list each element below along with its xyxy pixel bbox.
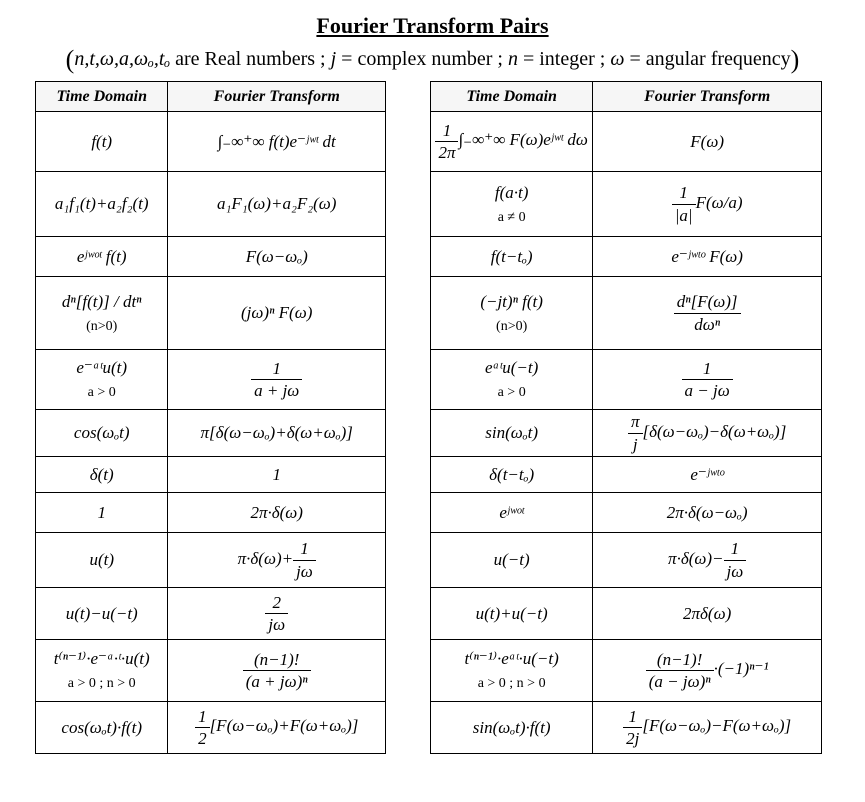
left-ft-expression: a₁F₁(ω)+a₂F₂(ω) <box>216 194 337 214</box>
left-fourier-transform-cell <box>168 350 386 410</box>
right-ft-fraction <box>724 538 747 582</box>
right-time-domain-cell <box>431 410 593 457</box>
left-table-row <box>36 702 386 754</box>
right-time-domain-cell <box>431 457 593 493</box>
left-ft-expression: π[δ(ω−ωₒ)+δ(ω+ωₒ)] <box>200 423 353 443</box>
left-table-row <box>36 350 386 410</box>
left-ft-denominator: jω <box>268 615 286 634</box>
left-fourier-transform-cell <box>168 588 386 640</box>
right-table-row <box>431 350 822 410</box>
right-ft-fraction <box>646 649 714 693</box>
page-title: Fourier Transform Pairs <box>316 13 549 38</box>
left-time-expression: δ(t) <box>89 464 114 484</box>
left-time-domain-cell <box>36 277 168 350</box>
left-ft-expression: F(ω−ωₒ) <box>245 246 308 266</box>
right-fourier-transform-cell <box>593 112 822 172</box>
right-time-expression: sin(ωₒt)·f(t) <box>472 717 551 737</box>
right-ft-numerator: (n−1)! <box>646 649 714 671</box>
left-ft-denominator: 2 <box>198 729 207 748</box>
left-fourier-transform-cell <box>168 640 386 702</box>
subtitle-part-2: = complex number ; <box>336 48 508 70</box>
left-fourier-transform-header: Fourier Transform <box>168 82 386 112</box>
right-time-domain-cell <box>431 237 593 277</box>
left-ft-fraction <box>195 706 210 750</box>
left-table-row <box>36 410 386 457</box>
subtitle-part-3: = integer ; <box>517 48 611 70</box>
left-time-expression: u(t) <box>89 550 114 570</box>
left-table-body <box>36 112 386 754</box>
right-time-domain-cell <box>431 533 593 588</box>
right-ft-denominator: |a| <box>674 205 693 225</box>
right-time-numerator: 1 <box>435 120 458 142</box>
left-fourier-transform-cell <box>168 277 386 350</box>
subtitle-n: n <box>507 48 518 70</box>
left-table-row <box>36 112 386 172</box>
left-ft-prefix: π·δ(ω)+ <box>237 548 294 568</box>
right-table-row <box>431 277 822 350</box>
right-time-expression: sin(ωₒt) <box>485 423 539 443</box>
right-fourier-transform-cell <box>593 533 822 588</box>
right-time-fraction <box>435 120 458 164</box>
left-time-domain-cell <box>36 702 168 754</box>
subtitle-close-paren: ) <box>790 45 800 74</box>
right-ft-prefix: π·δ(ω)− <box>668 548 724 568</box>
right-time-domain-cell <box>431 172 593 237</box>
right-ft-suffix: [F(ω−ωₒ)−F(ω+ωₒ)] <box>642 716 792 736</box>
left-time-expression: e⁻ᵃᵗu(t) <box>76 358 128 378</box>
right-fourier-transform-cell <box>593 588 822 640</box>
left-fourier-transform-cell <box>168 237 386 277</box>
right-time-expression: f(a·t) <box>494 182 529 202</box>
right-fourier-transform-cell <box>593 493 822 533</box>
right-time-condition: a ≠ 0 <box>497 209 526 225</box>
left-fourier-transform-cell <box>168 702 386 754</box>
left-transform-table <box>35 81 386 754</box>
right-table-row <box>431 112 822 172</box>
left-time-domain-cell <box>36 350 168 410</box>
left-table-row <box>36 640 386 702</box>
right-fourier-transform-cell <box>593 702 822 754</box>
left-ft-expression <box>195 706 359 748</box>
subtitle-j: j <box>330 48 337 70</box>
left-ft-numerator: (n−1)! <box>243 649 311 671</box>
right-ft-suffix: ·(−1)ⁿ⁻¹ <box>713 659 769 679</box>
right-ft-suffix: F(ω/a) <box>695 192 743 212</box>
right-time-domain-cell <box>431 640 593 702</box>
right-table-row <box>431 640 822 702</box>
right-time-expression: (−jt)ⁿ f(t) <box>480 291 543 311</box>
right-fourier-transform-cell <box>593 277 822 350</box>
right-ft-expression <box>674 292 741 334</box>
right-time-domain-cell <box>431 277 593 350</box>
left-time-condition: a > 0 ; n > 0 <box>67 676 136 692</box>
left-table-row <box>36 457 386 493</box>
subtitle-part-4: = angular frequency <box>624 48 791 70</box>
left-table-row <box>36 277 386 350</box>
left-header-row <box>36 82 386 112</box>
left-ft-fraction <box>265 592 288 636</box>
right-fourier-transform-cell <box>593 237 822 277</box>
left-ft-expression <box>243 649 311 691</box>
subtitle-part-1: are Real numbers ; <box>170 48 331 70</box>
subtitle-omega: ω <box>610 48 625 70</box>
left-time-domain-cell <box>36 237 168 277</box>
right-ft-numerator: π <box>628 411 643 433</box>
right-ft-denominator: a − jω <box>684 381 730 400</box>
right-time-expression: u(−t) <box>493 550 530 570</box>
right-fourier-transform-cell <box>593 410 822 457</box>
left-fourier-transform-cell <box>168 457 386 493</box>
right-ft-numerator: 1 <box>724 538 747 560</box>
left-time-domain-header: Time Domain <box>36 82 168 112</box>
right-ft-numerator: 1 <box>682 358 733 380</box>
left-time-domain-cell <box>36 172 168 237</box>
left-ft-numerator: 1 <box>293 538 316 560</box>
right-time-condition: (n>0) <box>496 318 528 334</box>
left-time-domain-cell <box>36 533 168 588</box>
left-fourier-transform-cell <box>168 112 386 172</box>
left-time-condition: (n>0) <box>86 318 118 334</box>
right-time-expression: u(t)+u(−t) <box>475 603 548 623</box>
right-table-body <box>431 112 822 754</box>
right-table-row <box>431 237 822 277</box>
right-ft-fraction <box>674 291 741 335</box>
left-time-expression: cos(ωₒt) <box>73 423 130 443</box>
right-ft-numerator: dⁿ[F(ω)] <box>674 291 741 313</box>
right-table-row <box>431 172 822 237</box>
left-table-row <box>36 172 386 237</box>
right-fourier-transform-cell <box>593 172 822 237</box>
right-ft-denominator: j <box>632 434 638 454</box>
right-ft-denominator: jω <box>726 561 744 581</box>
right-fourier-transform-cell <box>593 350 822 410</box>
right-ft-fraction <box>623 706 642 750</box>
left-ft-fraction <box>243 649 311 693</box>
left-fourier-transform-cell <box>168 410 386 457</box>
left-time-expression: dⁿ[f(t)] / dtⁿ <box>61 291 142 311</box>
right-ft-fraction <box>672 182 696 226</box>
left-ft-expression: ∫₋∞⁺∞ f(t)e⁻ʲʷᵗ dt <box>217 131 336 151</box>
left-ft-denominator: jω <box>296 561 313 581</box>
right-transform-table <box>430 81 822 754</box>
left-table-row <box>36 237 386 277</box>
left-time-domain-cell <box>36 588 168 640</box>
subtitle-open-paren: ( <box>65 45 75 74</box>
left-time-expression: a₁f₁(t)+a₂f₂(t) <box>54 194 149 214</box>
left-time-expression: u(t)−u(−t) <box>65 603 138 623</box>
left-ft-fraction <box>251 358 302 402</box>
right-ft-expression: F(ω) <box>690 131 724 151</box>
subtitle-variables: n,t,ω,a,ωₒ,tₒ <box>74 48 171 70</box>
right-table-row <box>431 410 822 457</box>
right-ft-numerator: 1 <box>623 706 642 728</box>
right-ft-expression <box>628 412 787 454</box>
right-time-expression: eᵃᵗu(−t) <box>485 358 539 378</box>
left-ft-denominator: a + jω <box>254 381 300 400</box>
left-ft-expression: (jω)ⁿ F(ω) <box>241 303 313 323</box>
left-time-domain-cell <box>36 410 168 457</box>
right-time-condition: a > 0 ; n > 0 <box>477 676 546 692</box>
left-ft-numerator: 1 <box>195 706 210 728</box>
left-time-domain-cell <box>36 493 168 533</box>
left-ft-fraction <box>293 538 316 582</box>
right-time-expression: f(t−tₒ) <box>490 246 533 266</box>
right-fourier-transform-cell <box>593 640 822 702</box>
right-fourier-transform-cell <box>593 457 822 493</box>
right-ft-expression <box>623 706 792 748</box>
left-fourier-transform-cell <box>168 533 386 588</box>
right-table-row <box>431 588 822 640</box>
left-table-row <box>36 493 386 533</box>
right-ft-suffix: [δ(ω−ωₒ)−δ(ω+ωₒ)] <box>642 421 787 441</box>
right-time-expression: δ(t−tₒ) <box>489 464 535 484</box>
right-table-row <box>431 493 822 533</box>
right-time-domain-cell <box>431 350 593 410</box>
left-table-row <box>36 588 386 640</box>
right-time-denominator: 2π <box>438 143 456 162</box>
right-ft-expression <box>646 649 769 691</box>
right-ft-denominator: (a − jω)ⁿ <box>648 672 711 691</box>
left-time-expression: 1 <box>97 502 106 522</box>
right-time-domain-cell <box>431 112 593 172</box>
right-ft-numerator: 1 <box>672 182 696 204</box>
left-ft-numerator: 1 <box>251 358 302 380</box>
left-ft-expression: 1 <box>272 464 281 484</box>
right-time-domain-cell <box>431 588 593 640</box>
left-ft-numerator: 2 <box>265 592 288 614</box>
right-table-row <box>431 702 822 754</box>
left-time-condition: a > 0 <box>87 385 116 401</box>
left-table-row <box>36 533 386 588</box>
right-table-row <box>431 533 822 588</box>
left-ft-expression: 2π·δ(ω) <box>250 502 303 522</box>
right-time-expression: t⁽ⁿ⁻¹⁾·eᵃᵗ·u(−t) <box>464 649 559 669</box>
right-ft-expression: 2π·δ(ω−ωₒ) <box>666 502 748 522</box>
left-fourier-transform-cell <box>168 172 386 237</box>
left-time-domain-cell <box>36 457 168 493</box>
left-ft-denominator: (a + jω)ⁿ <box>245 672 308 691</box>
left-time-domain-cell <box>36 112 168 172</box>
left-time-expression: cos(ωₒt)·f(t) <box>61 717 142 737</box>
right-ft-expression <box>672 183 743 225</box>
left-time-expression: t⁽ⁿ⁻¹⁾·e⁻ᵃ·ᵗ·u(t) <box>53 649 150 669</box>
right-fourier-transform-header: Fourier Transform <box>593 82 822 112</box>
right-time-suffix: ∫₋∞⁺∞ F(ω)eʲʷᵗ dω <box>458 130 588 150</box>
right-ft-expression: e⁻ʲʷᵗᵒ F(ω) <box>671 246 743 266</box>
right-time-condition: a > 0 <box>497 385 526 401</box>
right-ft-expression: 2πδ(ω) <box>683 603 732 623</box>
right-ft-denominator: 2j <box>626 729 640 748</box>
page-subtitle <box>0 45 865 75</box>
left-fourier-transform-cell <box>168 493 386 533</box>
right-ft-fraction <box>682 358 733 402</box>
left-ft-suffix: [F(ω−ωₒ)+F(ω+ωₒ)] <box>209 716 359 736</box>
right-time-expression: eʲʷᵒᵗ <box>499 502 524 522</box>
right-ft-expression: e⁻ʲʷᵗᵒ <box>690 464 724 484</box>
right-table-row <box>431 457 822 493</box>
right-ft-denominator: dωⁿ <box>694 314 721 334</box>
left-time-expression: eʲʷᵒᵗ f(t) <box>76 246 127 266</box>
left-time-domain-cell <box>36 640 168 702</box>
right-header-row <box>431 82 822 112</box>
right-time-domain-header: Time Domain <box>431 82 593 112</box>
right-time-domain-cell <box>431 702 593 754</box>
right-time-domain-cell <box>431 493 593 533</box>
right-ft-fraction <box>628 411 643 455</box>
left-time-expression: f(t) <box>91 131 113 151</box>
